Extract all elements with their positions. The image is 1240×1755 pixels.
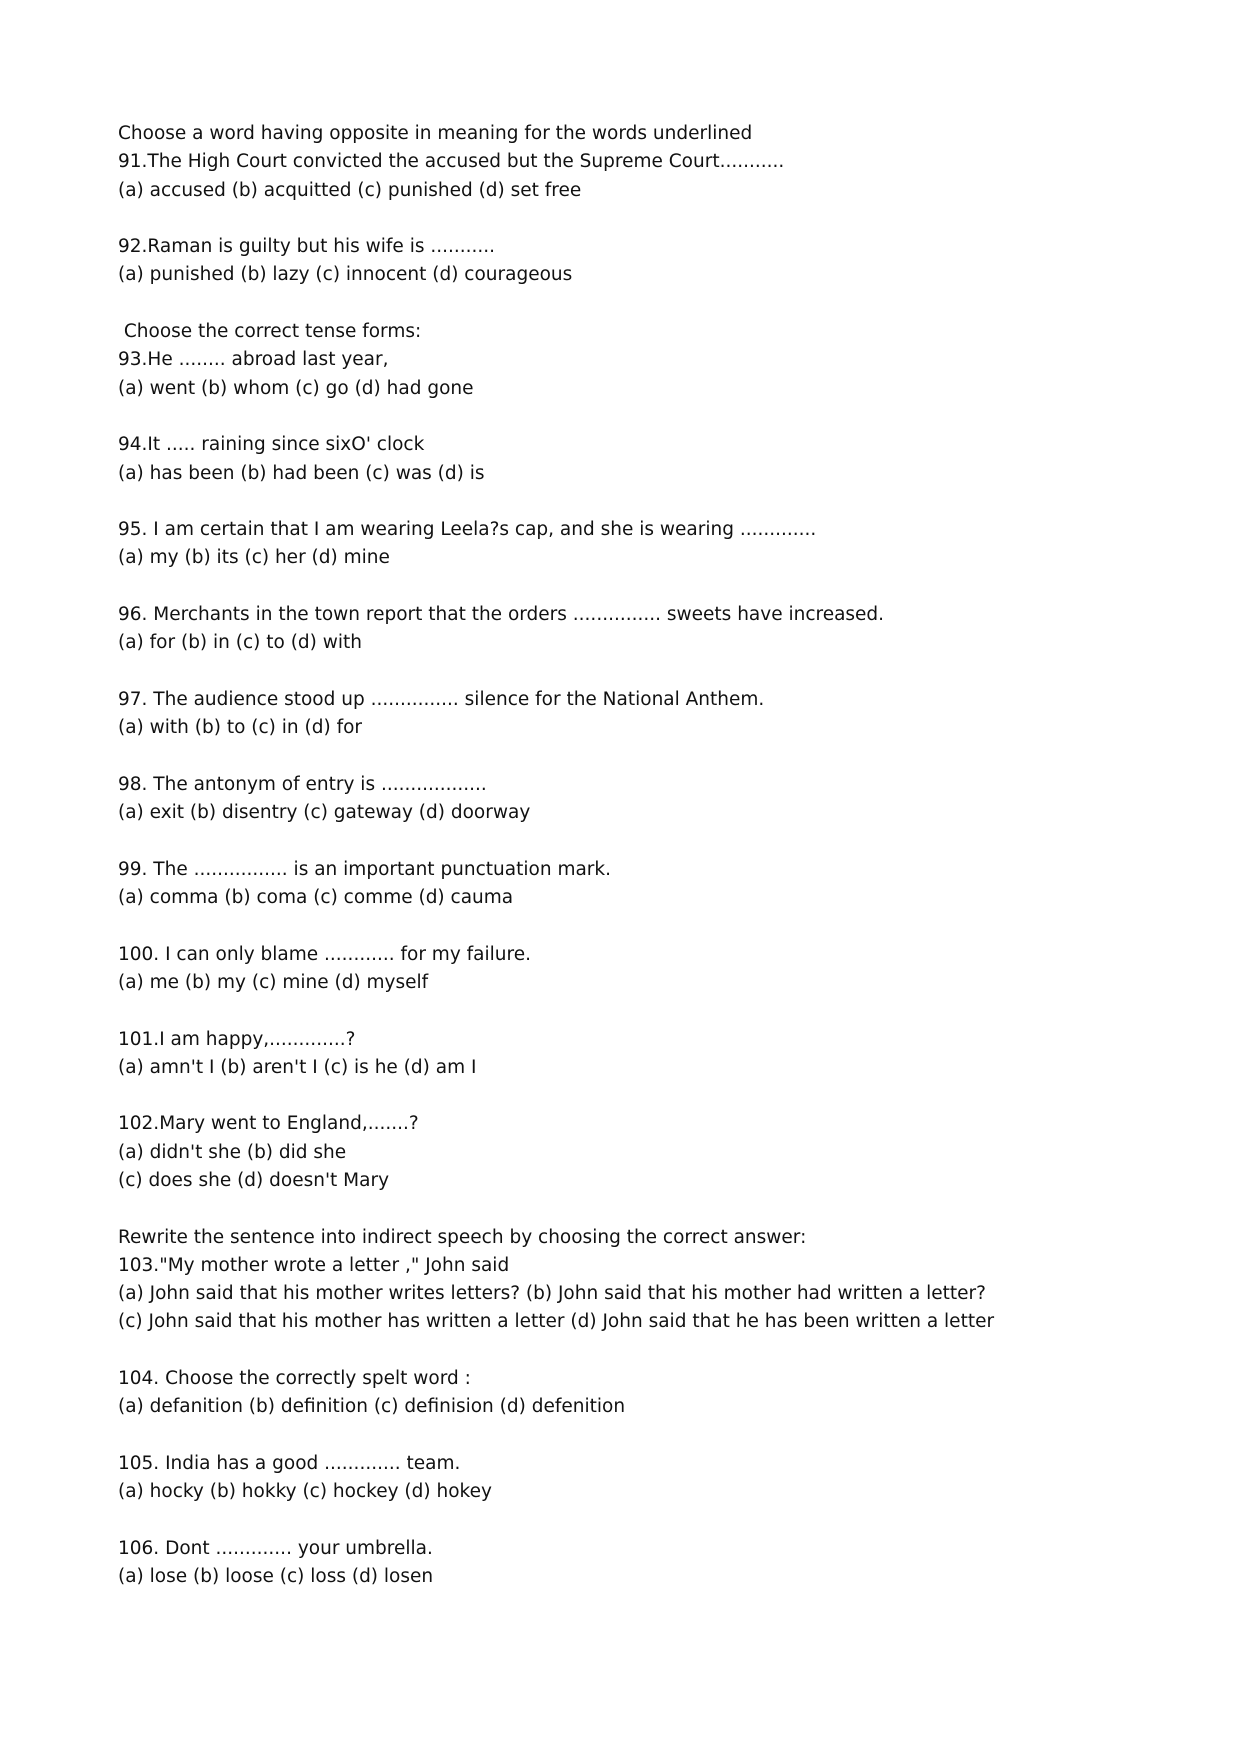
spacer	[118, 573, 1138, 601]
question-text: 97. The audience stood up ............... silence for the National Anthem.	[118, 688, 765, 710]
question-94	[118, 431, 1138, 488]
section-instruction: Choose the correct tense forms:	[118, 321, 422, 343]
spacer	[118, 205, 1138, 233]
question-text: 98. The antonym of entry is ..................	[118, 773, 487, 795]
question-92	[118, 233, 1138, 290]
question-102	[118, 1110, 1138, 1195]
question-options: (a) punished (b) lazy (c) innocent (d) courageous	[118, 264, 573, 286]
question-options: (a) comma (b) coma (c) comme (d) cauma	[118, 887, 514, 909]
question-105	[118, 1450, 1138, 1507]
question-options: (a) accused (b) acquitted (c) punished (d) set free	[118, 179, 582, 201]
question-text: 91.The High Court convicted the accused but the Supreme Court...........	[118, 151, 785, 173]
question-options: (a) hocky (b) hokky (c) hockey (d) hokey	[118, 1481, 492, 1503]
question-91	[118, 148, 1138, 205]
question-options: (a) didn't she (b) did she	[118, 1141, 347, 1163]
question-96	[118, 601, 1138, 658]
spacer	[118, 1337, 1138, 1365]
question-text: 93.He ........ abroad last year,	[118, 349, 389, 371]
question-options: (a) lose (b) loose (c) loss (d) losen	[118, 1566, 434, 1588]
spacer	[118, 743, 1138, 771]
question-99	[118, 856, 1138, 913]
spacer	[118, 1195, 1138, 1223]
question-options: (c) John said that his mother has written a letter (d) John said that he has been written a letter	[118, 1311, 995, 1333]
question-text: 99. The ................ is an important punctuation mark.	[118, 858, 611, 880]
question-options: (a) went (b) whom (c) go (d) had gone	[118, 377, 474, 399]
question-93	[118, 346, 1138, 403]
question-options: (a) with (b) to (c) in (d) for	[118, 717, 363, 739]
question-text: 103."My mother wrote a letter ," John said	[118, 1254, 510, 1276]
question-options: (a) my (b) its (c) her (d) mine	[118, 547, 390, 569]
spacer	[118, 912, 1138, 940]
question-options: (a) exit (b) disentry (c) gateway (d) doorway	[118, 802, 531, 824]
question-options: (a) John said that his mother writes letters? (b) John said that his mother had written a letter?	[118, 1283, 986, 1305]
spacer	[118, 1422, 1138, 1450]
spacer	[118, 290, 1138, 318]
document-page	[118, 120, 1138, 1591]
question-options: (a) me (b) my (c) mine (d) myself	[118, 971, 429, 993]
question-options: (a) for (b) in (c) to (d) with	[118, 632, 363, 654]
question-95	[118, 516, 1138, 573]
question-text: 96. Merchants in the town report that the orders ............... sweets have increased.	[118, 604, 885, 626]
section-instruction: Choose a word having opposite in meaning for the words underlined	[118, 123, 753, 144]
spacer	[118, 827, 1138, 855]
spacer	[118, 1082, 1138, 1110]
question-104	[118, 1365, 1138, 1422]
question-text: 105. India has a good ............. team.	[118, 1452, 461, 1474]
question-options: (a) amn't I (b) aren't I (c) is he (d) am I	[118, 1056, 477, 1078]
question-101	[118, 1026, 1138, 1083]
question-text: 102.Mary went to England,.......?	[118, 1113, 419, 1135]
question-options: (a) has been (b) had been (c) was (d) is	[118, 462, 485, 484]
question-text: 106. Dont ............. your umbrella.	[118, 1537, 433, 1559]
spacer	[118, 403, 1138, 431]
question-98	[118, 771, 1138, 828]
question-text: 100. I can only blame ............ for my failure.	[118, 943, 531, 965]
question-options: (c) does she (d) doesn't Mary	[118, 1169, 390, 1191]
question-100	[118, 941, 1138, 998]
spacer	[118, 658, 1138, 686]
question-text: 94.It ..... raining since sixO' clock	[118, 434, 425, 456]
question-103	[118, 1252, 1138, 1337]
question-text: 92.Raman is guilty but his wife is ...........	[118, 236, 496, 258]
question-options: (a) defanition (b) definition (c) definision (d) defenition	[118, 1396, 626, 1418]
spacer	[118, 488, 1138, 516]
question-text: 104. Choose the correctly spelt word :	[118, 1368, 471, 1390]
question-97	[118, 686, 1138, 743]
question-text: 101.I am happy,.............?	[118, 1028, 356, 1050]
question-106	[118, 1535, 1138, 1592]
spacer	[118, 997, 1138, 1025]
section-instruction: Rewrite the sentence into indirect speech by choosing the correct answer:	[118, 1226, 807, 1248]
spacer	[118, 1507, 1138, 1535]
question-text: 95. I am certain that I am wearing Leela?s cap, and she is wearing .............	[118, 519, 817, 541]
